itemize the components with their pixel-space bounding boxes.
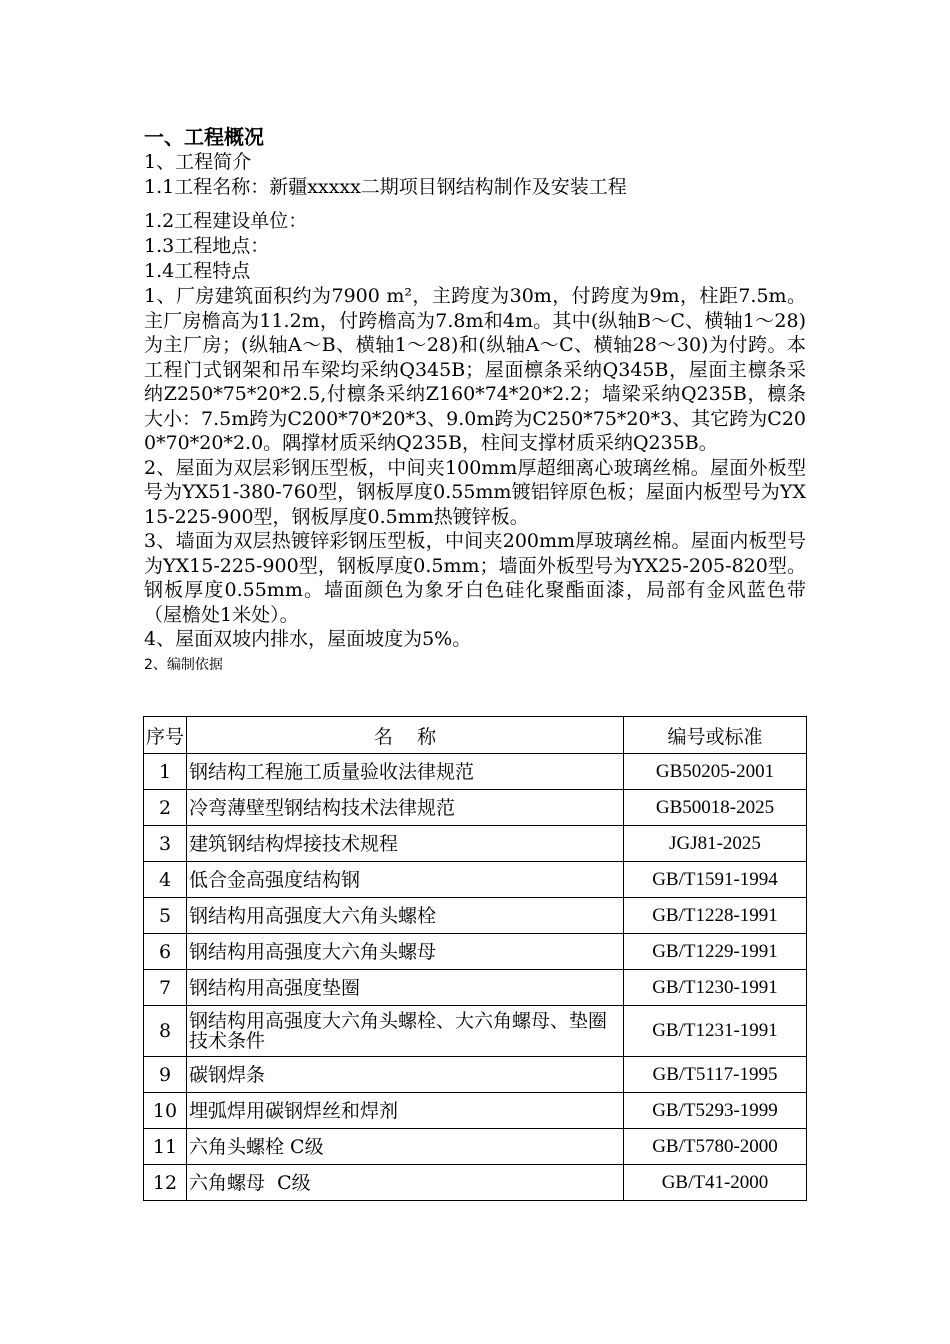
feature-paragraph-2: 2、屋面为双层彩钢压型板，中间夹100mm厚超细离心玻璃丝棉。屋面外板型号为YX51-380-760型，钢板厚度0.55mm镀铝锌原色板；屋面内板型号为YX15-225-900型，钢板厚度0.5mm热镀锌板。 bbox=[144, 456, 806, 528]
row-code: GB/T5293-1999 bbox=[624, 1093, 807, 1129]
row-name-text: 钢结构用高强度大六角头螺栓、大六角螺母、垫圈技术条件 bbox=[189, 1010, 608, 1052]
row-name-text: 埋弧焊用碳钢焊丝和焊剂 bbox=[189, 1099, 399, 1122]
table-header-row bbox=[144, 717, 807, 754]
row-name-text: 钢结构用高强度大六角头螺栓 bbox=[189, 904, 437, 927]
row-name bbox=[187, 898, 624, 934]
table-row bbox=[144, 970, 807, 1006]
row-number: 10 bbox=[144, 1093, 187, 1129]
row-name-text: 冷弯薄壁型钢结构技术法律规范 bbox=[189, 796, 456, 819]
row-number: 5 bbox=[144, 898, 187, 934]
row-name bbox=[187, 1165, 624, 1201]
row-name-text: 钢结构用高强度大六角头螺母 bbox=[189, 940, 437, 963]
row-name bbox=[187, 1057, 624, 1093]
row-code: GB/T5117-1995 bbox=[624, 1057, 807, 1093]
overview-section bbox=[144, 124, 806, 678]
row-number: 7 bbox=[144, 970, 187, 1006]
table-row bbox=[144, 1129, 807, 1165]
table-row bbox=[144, 1057, 807, 1093]
row-name-text: 低合金高强度结构钢 bbox=[189, 868, 361, 891]
row-code: GB/T1591-1994 bbox=[624, 862, 807, 898]
row-code: GB/T41-2000 bbox=[624, 1165, 807, 1201]
row-code: GB50205-2001 bbox=[624, 754, 807, 790]
row-name-text: 钢结构用高强度垫圈 bbox=[189, 976, 361, 999]
standards-table bbox=[143, 716, 807, 1201]
table-row bbox=[144, 862, 807, 898]
row-code: GB/T1228-1991 bbox=[624, 898, 807, 934]
row-name bbox=[187, 1129, 624, 1165]
construction-unit: 1.2工程建设单位： bbox=[144, 210, 308, 232]
row-code: GB/T5780-2000 bbox=[624, 1129, 807, 1165]
row-name bbox=[187, 790, 624, 826]
feature-paragraph-3: 3、墙面为双层热镀锌彩钢压型板，中间夹200mm厚玻璃丝棉。屋面内板型号为YX15-225-900型，钢板厚度0.5mm；墙面外板型号为YX25-205-820型。钢板厚度0.55mm。墙面颜色为象牙白色硅化聚酯面漆，局部有金风蓝色带（屋檐处1米处）。 bbox=[144, 530, 806, 626]
row-number: 8 bbox=[144, 1006, 187, 1057]
row-name bbox=[187, 826, 624, 862]
row-code: GB/T1231-1991 bbox=[624, 1006, 807, 1057]
section-title: 一、工程概况 bbox=[144, 125, 264, 149]
row-number: 4 bbox=[144, 862, 187, 898]
row-number: 9 bbox=[144, 1057, 187, 1093]
row-name bbox=[187, 934, 624, 970]
project-features-heading: 1.4工程特点 bbox=[144, 260, 251, 282]
table-row bbox=[144, 1165, 807, 1201]
row-number: 11 bbox=[144, 1129, 187, 1165]
feature-paragraph-4: 4、屋面双坡内排水，屋面坡度为5%。 bbox=[144, 628, 472, 650]
row-name-text: 钢结构工程施工质量验收法律规范 bbox=[189, 760, 475, 783]
row-name-text: 建筑钢结构焊接技术规程 bbox=[189, 832, 399, 855]
table-row bbox=[144, 1006, 807, 1057]
row-name bbox=[187, 970, 624, 1006]
table-row bbox=[144, 826, 807, 862]
feature-paragraph-1: 1、厂房建筑面积约为7900 m²，主跨度为30m，付跨度为9m，柱距7.5m。主厂房檐高为11.2m，付跨檐高为7.8m和4m。其中(纵轴B～C、横轴1～28)为主厂房；(纵轴A～B、横轴1～28)和(纵轴A～C、横轴28～30)为付跨。本工程门式钢架和吊车梁均采纳Q345B；屋面檩条采纳Q345B，屋面主檩条采纳Z250*75*20*2.5,付檩条采纳Z160*74*20*2.2；墙梁采纳Q235B，檩条大小：7.5m跨为C200*70*20*3、9.0m跨为C250*75*20*3、其它跨为C200*70*20*2.0。隅撑材质采纳Q235B，柱间支撑材质采纳Q235B。 bbox=[144, 285, 806, 454]
row-code: GB/T1230-1991 bbox=[624, 970, 807, 1006]
row-name-text: 六角螺母 C级 bbox=[189, 1171, 311, 1194]
row-code: JGJ81-2025 bbox=[624, 826, 807, 862]
table-row bbox=[144, 934, 807, 970]
row-code: GB/T1229-1991 bbox=[624, 934, 807, 970]
row-number: 12 bbox=[144, 1165, 187, 1201]
header-name: 名 称 bbox=[187, 717, 624, 754]
row-number: 2 bbox=[144, 790, 187, 826]
project-location: 1.3工程地点： bbox=[144, 235, 270, 257]
table-row bbox=[144, 1093, 807, 1129]
row-name-text: 碳钢焊条 bbox=[189, 1063, 266, 1086]
project-name: 1.1工程名称：新疆xxxxx二期项目钢结构制作及安装工程 bbox=[144, 176, 627, 198]
row-name-text: 六角头螺栓 C级 bbox=[189, 1135, 324, 1158]
table-row bbox=[144, 898, 807, 934]
row-name bbox=[187, 1093, 624, 1129]
row-number: 3 bbox=[144, 826, 187, 862]
header-no: 序号 bbox=[144, 717, 187, 754]
header-code: 编号或标准 bbox=[624, 717, 807, 754]
row-name bbox=[187, 1006, 624, 1057]
row-number: 6 bbox=[144, 934, 187, 970]
subsection-heading: 1、工程简介 bbox=[144, 151, 252, 173]
row-name bbox=[187, 754, 624, 790]
table-row bbox=[144, 754, 807, 790]
table-row bbox=[144, 790, 807, 826]
basis-heading: 2、编制依据 bbox=[144, 656, 223, 673]
row-name bbox=[187, 862, 624, 898]
row-number: 1 bbox=[144, 754, 187, 790]
row-code: GB50018-2025 bbox=[624, 790, 807, 826]
